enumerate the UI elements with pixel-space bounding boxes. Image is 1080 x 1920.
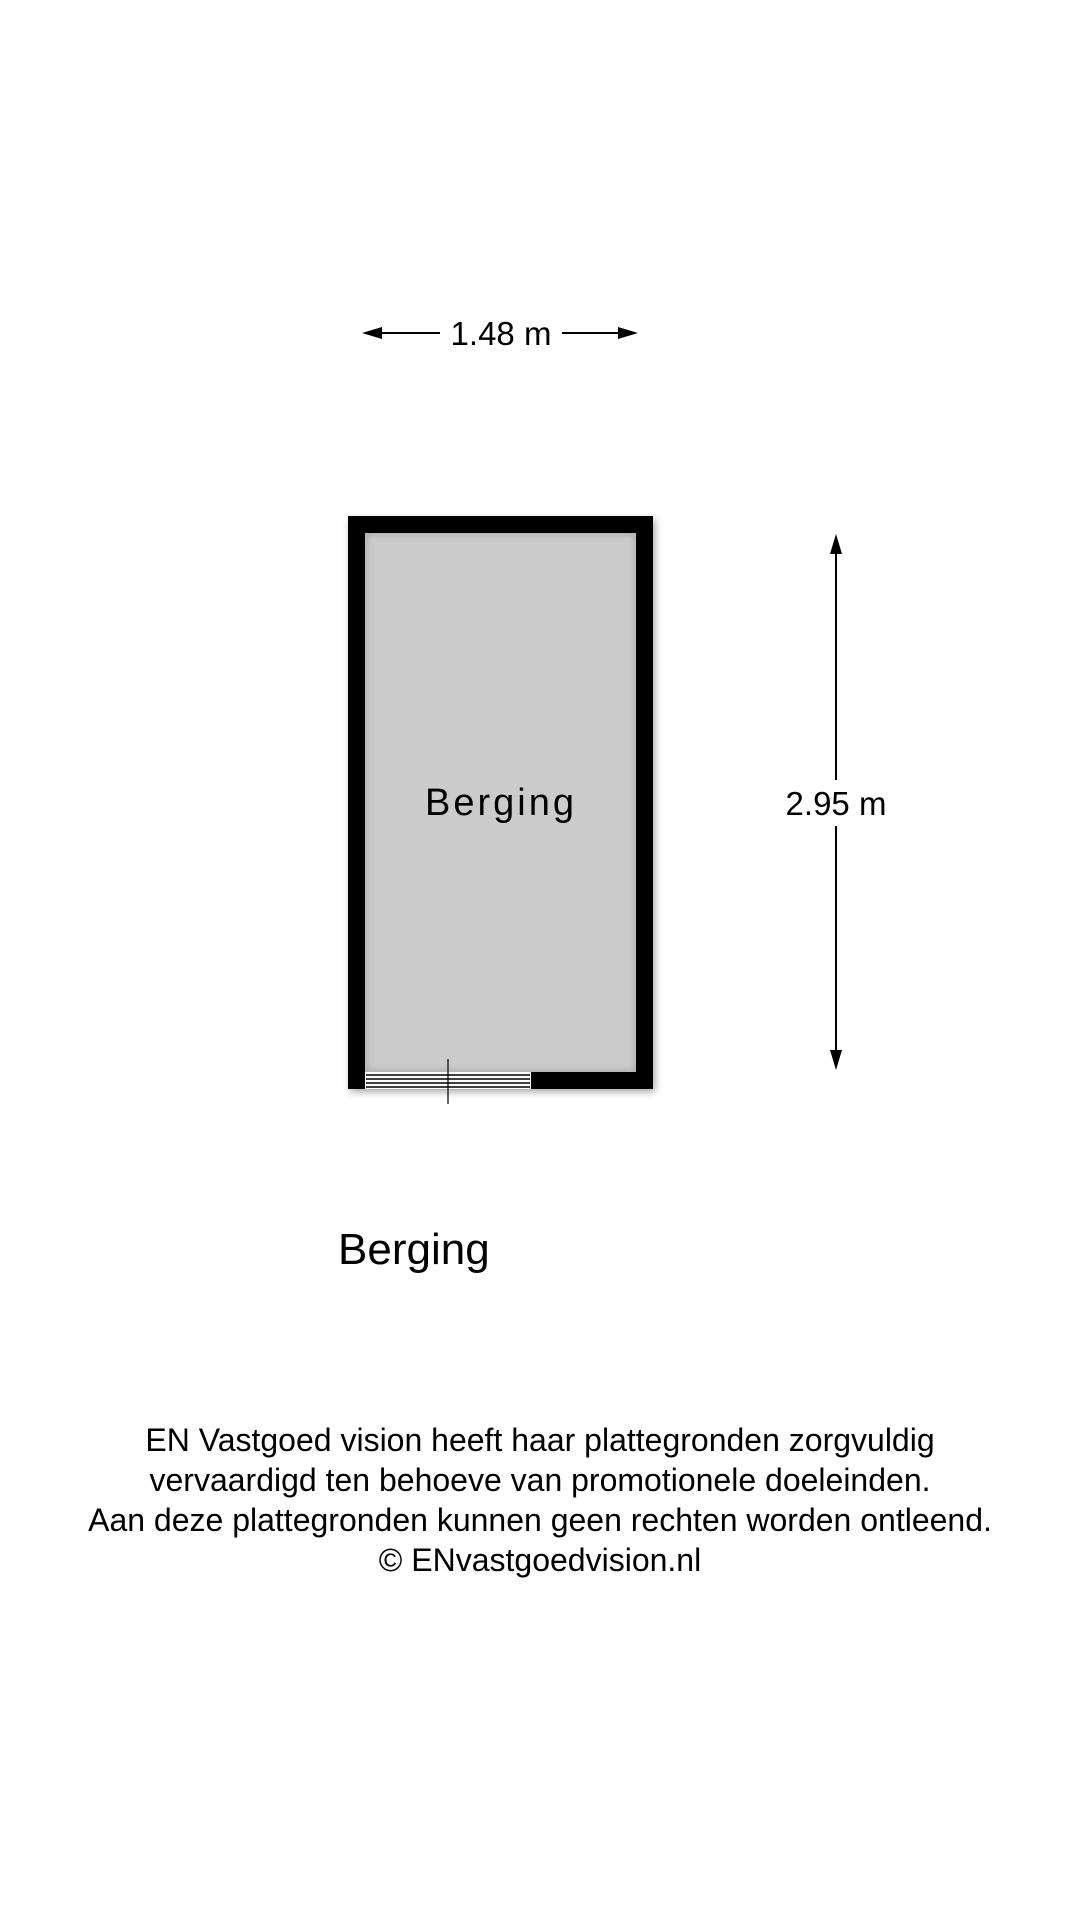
plan-title: Berging	[338, 1225, 490, 1274]
width-arrow-left-icon	[362, 327, 382, 339]
width-dimension-label: 1.48 m	[450, 315, 552, 352]
depth-dimension-label: 2.95 m	[785, 785, 887, 822]
copyright-line: © ENvastgoedvision.nl	[378, 1542, 702, 1578]
disclaimer-line: EN Vastgoed vision heeft haar plattegronden zorgvuldig	[145, 1422, 935, 1458]
width-dimension	[362, 315, 638, 352]
disclaimer-line: Aan deze plattegronden kunnen geen rechten worden ontleend.	[88, 1502, 992, 1538]
room-label: Berging	[425, 782, 577, 824]
disclaimer-line: vervaardigd ten behoeve van promotionele doeleinden.	[149, 1462, 931, 1498]
width-arrow-right-icon	[618, 327, 638, 339]
disclaimer	[0, 1420, 1080, 1580]
depth-dimension	[786, 534, 887, 1070]
depth-arrow-down-icon	[830, 1050, 842, 1070]
room-berging	[348, 516, 653, 1104]
depth-arrow-up-icon	[830, 534, 842, 554]
